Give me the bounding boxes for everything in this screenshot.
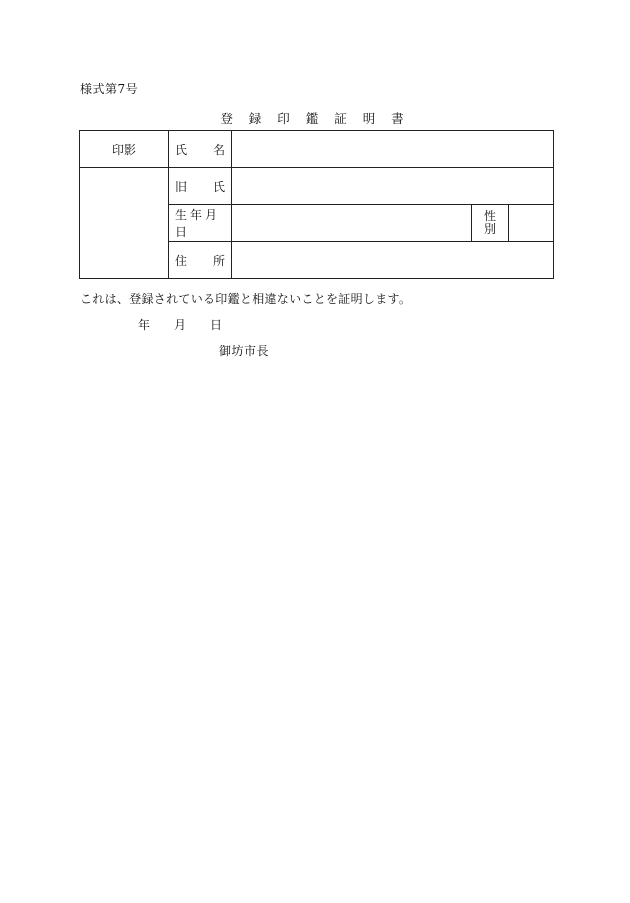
seal-impression-area: [80, 168, 169, 279]
month-label: 月: [174, 318, 187, 332]
address-value-cell: [232, 242, 554, 279]
document-title: 登 録 印 鑑 証 明 書: [220, 111, 410, 126]
former-name-value-cell: [232, 168, 554, 205]
address-label-part-2: 所: [212, 253, 225, 268]
gender-label-line-1: 性: [483, 209, 496, 223]
table-row-former-name: [80, 168, 554, 205]
birthdate-label: 生年月日: [175, 208, 221, 239]
address-label-part-1: 住: [175, 253, 188, 268]
certificate-table: [79, 130, 554, 279]
table-row-name: [80, 131, 554, 168]
birthdate-label-cell: [169, 205, 232, 242]
former-name-label-part-1: 旧: [175, 179, 188, 194]
birthdate-value-cell: [232, 205, 472, 242]
name-label-cell: [169, 131, 232, 168]
name-label-part-1: 氏: [175, 142, 188, 157]
gender-label-line-2: 別: [483, 222, 496, 236]
day-label: 日: [210, 318, 223, 332]
issuer-mayor: 御坊市長: [219, 344, 270, 358]
gender-value-cell: [509, 205, 554, 242]
certification-statement: これは、登録されている印鑑と相違ないことを証明します。: [80, 292, 412, 306]
issue-date-line: [138, 316, 222, 333]
former-name-label-cell: [169, 168, 232, 205]
address-label-cell: [169, 242, 232, 279]
form-number: 様式第7号: [80, 82, 139, 96]
gender-label-cell: [472, 205, 509, 242]
seal-impression-header: 印影: [80, 131, 169, 168]
name-label-part-2: 名: [212, 142, 225, 157]
name-value-cell: [232, 131, 554, 168]
year-label: 年: [138, 318, 151, 332]
former-name-label-part-2: 氏: [212, 179, 225, 194]
